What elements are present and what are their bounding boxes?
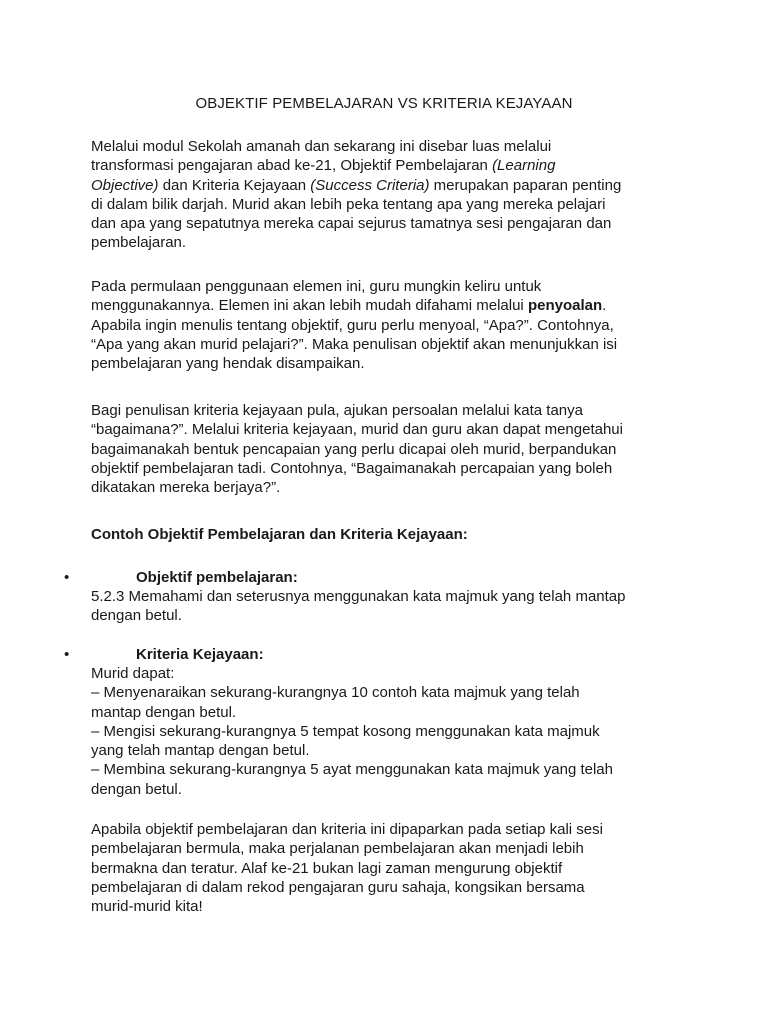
para-line: di dalam bilik darjah. Murid akan lebih peka tentang apa yang mereka pelajari <box>91 195 606 213</box>
penyoalan-term: penyoalan <box>527 297 603 315</box>
para-line: pembelajaran. <box>91 234 187 252</box>
bullet-line: dengan betul. <box>91 607 182 625</box>
para-line: bermakna dan teratur. Alaf ke-21 bukan lagi zaman mengurung objektif <box>91 859 563 877</box>
bullet-line: – Mengisi sekurang-kurangnya 5 tempat kosong menggunakan kata majmuk <box>91 722 600 740</box>
objective-bullet-body <box>91 587 691 626</box>
para-line: Objective) dan Kriteria Kejayaan (Success Criteria) merupakan paparan penting <box>91 176 622 194</box>
para-line: Melalui modul Sekolah amanah dan sekarang ini disebar luas melalui <box>91 138 552 155</box>
success-criteria-term: (Success Criteria) <box>310 176 430 194</box>
objective-bullet-title: Objektif pembelajaran: <box>136 569 298 586</box>
document-title: OBJEKTIF PEMBELAJARAN VS KRITERIA KEJAYAAN <box>195 95 573 112</box>
closing-paragraph <box>91 820 691 916</box>
bullet-line: yang telah mantap dengan betul. <box>91 742 310 760</box>
bullet-line: Murid dapat: <box>91 665 175 682</box>
example-heading: Contoh Objektif Pembelajaran dan Kriteria Kejayaan: <box>91 526 468 543</box>
learning-term: (Learning <box>492 157 556 175</box>
bullet-line: – Menyenaraikan sekurang-kurangnya 10 contoh kata majmuk yang telah <box>91 684 580 702</box>
bullet-line: mantap dengan betul. <box>91 703 237 721</box>
para-line: menggunakannya. Elemen ini akan lebih mudah difahami melalui penyoalan. <box>91 297 607 315</box>
para-line: transformasi pengajaran abad ke-21, Objektif Pembelajaran (Learning <box>91 157 556 175</box>
para-line: pembelajaran bermula, maka perjalanan pembelajaran akan menjadi lebih <box>91 840 584 858</box>
bullet-line: – Membina sekurang-kurangnya 5 ayat menggunakan kata majmuk yang telah <box>91 761 613 779</box>
bullet-line: dengan betul. <box>91 780 182 798</box>
bullet-line: 5.2.3 Memahami dan seterusnya menggunakan kata majmuk yang telah mantap <box>91 588 626 605</box>
para-line: Pada permulaan penggunaan elemen ini, guru mungkin keliru untuk <box>91 278 542 295</box>
questioning-paragraph <box>91 277 691 373</box>
para-line: dikatakan mereka berjaya?”. <box>91 479 281 497</box>
para-line: Apabila objektif pembelajaran dan kriteria ini dipaparkan pada setiap kali sesi <box>91 821 603 838</box>
intro-paragraph <box>91 137 691 253</box>
para-line: pembelajaran yang hendak disampaikan. <box>91 355 365 373</box>
bullet-icon: • <box>64 646 70 663</box>
para-line: pembelajaran di dalam rekod pengajaran guru sahaja, kongsikan bersama <box>91 878 585 896</box>
para-line: Apabila ingin menulis tentang objektif, guru perlu menyoal, “Apa?”. Contohnya, <box>91 316 614 334</box>
para-line: “Apa yang akan murid pelajari?”. Maka penulisan objektif akan menunjukkan isi <box>91 335 618 353</box>
para-line: murid-murid kita! <box>91 898 203 916</box>
objective-term: Objective) <box>91 176 159 194</box>
para-line: “bagaimana?”. Melalui kriteria kejayaan, murid dan guru akan dapat mengetahui <box>91 421 623 439</box>
criteria-bullet-title: Kriteria Kejayaan: <box>136 646 264 663</box>
bullet-icon: • <box>64 569 70 586</box>
criteria-bullet-body <box>91 664 691 799</box>
para-line: dan apa yang sepatutnya mereka capai sejurus tamatnya sesi pengajaran dan <box>91 215 612 233</box>
success-criteria-paragraph <box>91 401 691 497</box>
para-line: objektif pembelajaran tadi. Contohnya, “Bagaimanakah percapaian yang boleh <box>91 459 613 477</box>
para-line: Bagi penulisan kriteria kejayaan pula, ajukan persoalan melalui kata tanya <box>91 402 583 419</box>
para-line: bagaimanakah bentuk pencapaian yang perlu dicapai oleh murid, berpandukan <box>91 440 617 458</box>
